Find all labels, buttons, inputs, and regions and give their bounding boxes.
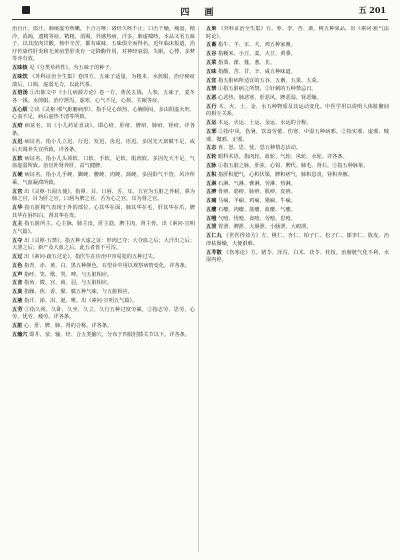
dictionary-entry bbox=[206, 163, 389, 171]
dictionary-entry bbox=[12, 107, 195, 122]
entry-headword: 五淋 bbox=[206, 180, 217, 187]
dictionary-entry bbox=[12, 189, 195, 204]
entry-headword: 五脏 bbox=[12, 323, 23, 330]
dictionary-entry bbox=[12, 272, 195, 280]
entry-headword: 五色 bbox=[12, 262, 23, 269]
dictionary-entry bbox=[12, 123, 195, 138]
entry-text: 出《灵枢·五禁》。指五种大虚之证：形肉已夺；大夺血之后；大汗出之后；大泄之后；新产及大血之后。此五者皆不可泻。 bbox=[12, 237, 195, 252]
dictionary-entry bbox=[206, 154, 389, 162]
dictionary-entry bbox=[12, 323, 195, 331]
dictionary-entry bbox=[12, 26, 195, 64]
dictionary-entry bbox=[12, 307, 195, 322]
dictionary-entry bbox=[206, 145, 389, 153]
entry-headword: 五液 bbox=[12, 297, 23, 304]
entry-text: 《伤寒论》方。猪苓、泽泻、白术、茯苓、桂枝。治膀胱气化不利，水湿内停。 bbox=[206, 249, 389, 264]
dictionary-entry bbox=[206, 78, 389, 86]
entry-headword: 五音 bbox=[12, 280, 23, 287]
entry-text: 骨痹、筋痹、脉痹、肌痹、皮痹。 bbox=[218, 189, 296, 196]
entry-headword: 五硬 bbox=[12, 172, 23, 179]
entry-headword: 五禁 bbox=[206, 86, 217, 93]
entry-text: 病证名。指小儿头项软、口软、手软、足软、肌肉软。多因先天不足，气血虚弱所致。治宜补肾养肝，益气健脾。 bbox=[12, 155, 195, 170]
dictionary-entry bbox=[12, 221, 195, 236]
page-number: 五 201 bbox=[358, 5, 386, 15]
header-rule bbox=[12, 19, 388, 20]
entry-headword: 五畜 bbox=[206, 42, 217, 49]
entry-text: 指葵、藿、薤、葱、韭。 bbox=[218, 59, 276, 66]
dictionary-entry bbox=[12, 298, 195, 306]
entry-text: 眼科术语。指肉轮、血轮、气轮、风轮、水轮。详各条。 bbox=[218, 154, 348, 161]
entry-text: ②出《灵枢·邪气脏腑病形》。指手足心烦热，心胸烦闷。多由阴虚火旺，心血不足，病后虚热不清等所致。 bbox=[12, 106, 195, 121]
entry-headword: 五臭 bbox=[12, 289, 23, 296]
dictionary-entry bbox=[206, 86, 389, 94]
entry-text: 治自汗，盗汗，肺痰虚劳咳嗽，下合言唾；诸经久咳不止；口舌干燥，瘦弱，精冷，消渴，遗精等症。精粗，消渴，外感热病，汗多，肺虚喘咳，本品又名五味子，以其皮肉甘酸，核中辛苦，都有咸味，五味俱全而得名。近年临床报道，治疗传染性肝炎和无黄疸型肝炎有一定降酶作用，对神经衰弱，失眠，心悸，多梦等亦有效。 bbox=[12, 26, 195, 63]
dictionary-entry bbox=[12, 172, 195, 187]
dictionary-entry bbox=[206, 69, 389, 77]
dictionary-entry bbox=[206, 224, 389, 232]
column-divider bbox=[198, 26, 199, 552]
entry-text: 指牛、羊、豕、犬、鸡五种家畜。 bbox=[218, 42, 296, 49]
dictionary-entry bbox=[12, 74, 195, 89]
entry-headword: 五味饮 bbox=[12, 73, 28, 80]
entry-headword: 五劳 bbox=[12, 306, 23, 313]
entry-text: 心恶热，肺恶寒，肝恶风，脾恶湿，肾恶燥。 bbox=[218, 95, 322, 102]
entry-text: 指酸、苦、甘、辛、咸五种味道。 bbox=[218, 68, 296, 75]
entry-headword: 五瘿 bbox=[206, 206, 217, 213]
entry-text: 病证名。出《小儿药证直诀》。即心疳、肝疳、脾疳、肺疳、肾疳。详各条。 bbox=[12, 123, 195, 137]
entry-text: 指角、徵、宫、商、羽。与五脏相应。 bbox=[24, 280, 113, 287]
right-column bbox=[206, 26, 389, 552]
entry-text: 木运、火运、土运、金运、水运的合称。 bbox=[218, 120, 312, 127]
dictionary-entry bbox=[206, 181, 389, 189]
entry-headword: 五邪 bbox=[206, 129, 217, 135]
entry-text: ①指久视、久卧、久坐、久立、久行五种过度劳累。②指志劳、思劳、心劳、忧劳、瘦劳。详各条。 bbox=[12, 306, 195, 321]
entry-text: ①出陈文中《小儿病源方论》卷一方。黄芪五钱，人参，五味子，麦冬各一钱。水煎服。治疗泄泻，虚寒，心气不足，心烦、失眠等症。 bbox=[12, 90, 195, 104]
entry-text: 指粳米、小豆、麦、大豆、黄黍。 bbox=[218, 51, 296, 58]
dictionary-entry bbox=[12, 156, 195, 171]
entry-text: 胃泄、脾泄、大肠泄、小肠泄、大瘕泄。 bbox=[218, 224, 312, 231]
entry-text: 指五脏病所适宜的五谷、五畜、五果、五菜。 bbox=[218, 77, 322, 84]
entry-headword: 五脉 bbox=[206, 162, 217, 169]
dictionary-entry bbox=[12, 90, 195, 105]
entry-text: 见《分类草药性》。为五味子的种子。 bbox=[29, 65, 115, 72]
entry-headword: 五仁丸 bbox=[206, 233, 222, 240]
dictionary-entry bbox=[12, 280, 195, 288]
entry-headword: 五果 bbox=[206, 26, 217, 32]
entry-headword: 五倍汤 bbox=[12, 90, 28, 97]
entry-text: 《世医得效方》方。桃仁、杏仁、柏子仁、松子仁、郁李仁、陈皮。治津枯肠燥，大便艰难。 bbox=[206, 233, 389, 247]
entry-headword: 五泄 bbox=[206, 224, 217, 231]
entry-text: 《外科证治全生集》卷四方。五味子适量，为粗末，水煎服，治疗痈疽溃后，口渴，虚弱无力，以此代茶。 bbox=[12, 73, 195, 88]
dictionary-entry bbox=[206, 120, 389, 128]
left-column bbox=[12, 26, 195, 552]
entry-text: 石瘿、肉瘿、筋瘿、血瘿、气瘿。 bbox=[218, 206, 296, 213]
entry-headword: 五过 bbox=[12, 254, 23, 261]
dictionary-entry bbox=[206, 233, 389, 248]
entry-headword: 五声 bbox=[12, 271, 23, 278]
dictionary-entry bbox=[206, 207, 389, 215]
entry-text: 指青、赤、黄、白、黑五种颜色。在望诊中用以观察病情变化。详各条。 bbox=[24, 262, 191, 269]
entry-headword: 五官 bbox=[12, 188, 23, 195]
entry-headword: 五菜 bbox=[206, 59, 217, 66]
dictionary-entry bbox=[206, 104, 389, 119]
entry-text: 指汗、涕、泪、涎、唾。出《素问·宣明五气篇》。 bbox=[24, 297, 138, 304]
entry-headword: 五苓散 bbox=[206, 249, 222, 256]
entry-headword: 五夺 bbox=[12, 237, 23, 244]
entry-headword: 五宜 bbox=[206, 77, 217, 84]
entry-text: 《外科证治全生集》方。枣、李、杏、栗、桃五种果品。出《素问·脏气法时论》。 bbox=[206, 26, 389, 40]
entry-text: 石淋、气淋、膏淋、劳淋、热淋。 bbox=[218, 180, 296, 187]
entry-headword: 五主 bbox=[12, 221, 23, 228]
entry-text: 马痫、羊痫、鸡痫、猪痫、牛痫。 bbox=[218, 198, 296, 205]
dictionary-entry bbox=[206, 172, 389, 180]
entry-headword: 五积 bbox=[206, 171, 217, 178]
dictionary-entry bbox=[206, 51, 389, 59]
entry-text: 病证名。指小儿立迟、行迟、发迟、齿迟、语迟。多因先天禀赋不足，或后天调养失宜所致。详各条。 bbox=[12, 139, 195, 154]
entry-text: 指肝积肥气，心积伏梁，脾积痞气，肺积息贲，肾积奔豚。 bbox=[218, 171, 353, 178]
entry-headword: 五心烦 bbox=[12, 106, 28, 113]
dictionary-entry bbox=[12, 139, 195, 154]
dictionary-entry bbox=[12, 205, 195, 220]
entry-text: 指呼、笑、歌、哭、呻。与五脏相应。 bbox=[24, 271, 113, 278]
entry-headword: 五轮 bbox=[206, 154, 217, 161]
dictionary-entry bbox=[12, 289, 195, 297]
entry-headword: 五恶 bbox=[206, 95, 217, 102]
entry-headword: 五疳 bbox=[12, 123, 23, 130]
entry-text: ①指五脏之脉，肝弦、心钩、脾代、肺毛、肾石。②指五种脉象。 bbox=[218, 162, 369, 169]
entry-text: 即井、荥、输、经、合五类腧穴，分布于四肢肘膝关节以下。详各条。 bbox=[29, 331, 191, 338]
dictionary-entry bbox=[206, 198, 389, 206]
entry-text: 指五脏精气表现于外的部位。心其华在面，肺其华在毛，肝其华在爪，脾其华在唇四白，肾其华在发。 bbox=[12, 204, 195, 219]
entry-headword: 五输穴 bbox=[12, 331, 28, 338]
entry-headword: 五噎 bbox=[206, 215, 217, 222]
entry-text: 喜、怒、思、忧、恐五种情志活动。 bbox=[218, 145, 302, 152]
entry-text: 指五脏所主。心主脉，肺主皮，肝主筋，脾主肉，肾主骨。出《素问·宣明五气篇》。 bbox=[12, 221, 195, 235]
entry-text: 出《灵枢·五阅五使》。指鼻、目、口唇、舌、耳。五官为五脏之外候，鼻为肺之官，目为肝之官，口唇为脾之官，舌为心之官，耳为肾之官。 bbox=[12, 188, 195, 203]
dictionary-entry bbox=[206, 95, 389, 103]
entry-text: ①指五脏病之所禁。②针刺的五种禁忌日。 bbox=[218, 86, 317, 93]
entry-text: ①指中风、伤暑、饮食劳倦、伤寒、中湿五种病邪。②指实邪、虚邪、贼邪、微邪、正邪。 bbox=[206, 129, 389, 143]
dictionary-entry bbox=[12, 332, 195, 340]
page-header bbox=[0, 6, 400, 20]
entry-headword: 五谷 bbox=[206, 51, 217, 58]
dictionary-entry bbox=[206, 250, 389, 265]
dictionary-entry bbox=[12, 263, 195, 271]
entry-headword: 五华 bbox=[12, 204, 23, 211]
entry-text: 指臊、焦、香、腥、腐五种气味，与五脏相应。 bbox=[24, 289, 133, 296]
dictionary-entry bbox=[206, 42, 389, 50]
dictionary-entry bbox=[206, 189, 389, 197]
dictionary-entry bbox=[206, 60, 389, 68]
page-title: 四 画 bbox=[180, 8, 220, 18]
entry-headword: 五味 bbox=[206, 68, 217, 75]
entry-headword: 五运 bbox=[206, 120, 217, 127]
entry-text: 气噎、忧噎、食噎、劳噎、思噎。 bbox=[218, 215, 296, 222]
dictionary-entry bbox=[206, 26, 389, 41]
dictionary-entry bbox=[206, 129, 389, 144]
dictionary-entry bbox=[12, 238, 195, 253]
entry-text: 木、火、土、金、水五种物质及其运动变化。中医学用以说明人体脏腑间的相互关系。 bbox=[206, 103, 389, 118]
entry-headword: 五志 bbox=[206, 145, 217, 152]
entry-text: 心、肝、脾、肺、肾的合称。详各条。 bbox=[24, 323, 113, 330]
entry-headword: 五痫 bbox=[206, 198, 217, 205]
entry-headword: 五软 bbox=[12, 155, 23, 162]
entry-text: 出《素问·疏五过论》。指医生在诊治中容易犯的五种过失。 bbox=[24, 254, 158, 261]
entry-headword: 五味核 bbox=[12, 65, 28, 72]
dictionary-entry bbox=[12, 65, 195, 73]
entry-headword: 五行 bbox=[206, 103, 217, 110]
dictionary-entry bbox=[12, 254, 195, 262]
entry-text: 病证名。指小儿手硬、脚硬、腰硬、肉硬、颈硬。多因阳气不营，风冷所乘，气血凝滞所致。 bbox=[12, 172, 195, 186]
entry-headword: 五迟 bbox=[12, 139, 23, 146]
dictionary-entry bbox=[206, 216, 389, 224]
entry-headword: 五痹 bbox=[206, 189, 217, 196]
